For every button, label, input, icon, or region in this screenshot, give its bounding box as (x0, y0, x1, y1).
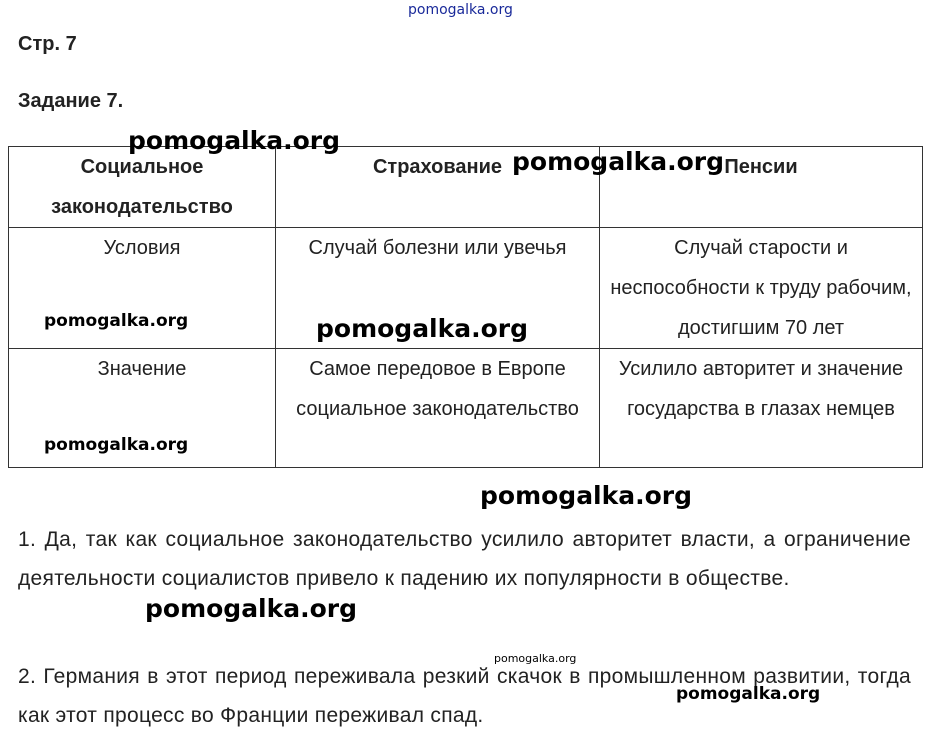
watermark: pomogalka.org (44, 435, 189, 455)
table-cell: Условия (9, 228, 276, 349)
answer-1: 1. Да, так как социальное законодательство усилило авторитет власти, а ограничение деятельности социалистов привело к падению их популярности в обществе. (18, 528, 911, 590)
header-pensions: Пенсии (600, 147, 923, 228)
watermark: pomogalka.org (145, 594, 358, 623)
page-label: Стр. 7 (18, 33, 77, 55)
watermark: pomogalka.org (494, 652, 577, 665)
header-social-legislation: Социальное законодательство (9, 147, 276, 228)
table-header-row (9, 147, 923, 228)
header-insurance: Страхование (276, 147, 600, 228)
watermark-top: pomogalka.org (408, 2, 513, 18)
watermark: pomogalka.org (128, 126, 341, 155)
watermark: pomogalka.org (676, 684, 821, 704)
insurance-table (8, 146, 923, 468)
table-cell: Усилило авторитет и значение государства в глазах немцев (600, 349, 923, 468)
table-cell: Случай старости и неспособности к труду рабочим, достигшим 70 лет (600, 228, 923, 349)
watermark: pomogalka.org (44, 311, 189, 331)
table-cell: Самое передовое в Европе социальное законодательство (276, 349, 600, 468)
answer-2: 2. Германия в этот период переживала резкий скачок в промышленном развитии, тогда как этот процесс во Франции переживал спад. (18, 665, 911, 727)
watermark: pomogalka.org (316, 314, 529, 343)
watermark: pomogalka.org (480, 481, 693, 510)
table-cell: Значение (9, 349, 276, 468)
watermark: pomogalka.org (512, 147, 725, 176)
task-label: Задание 7. (18, 90, 124, 112)
table-cell: Случай болезни или увечья (276, 228, 600, 349)
